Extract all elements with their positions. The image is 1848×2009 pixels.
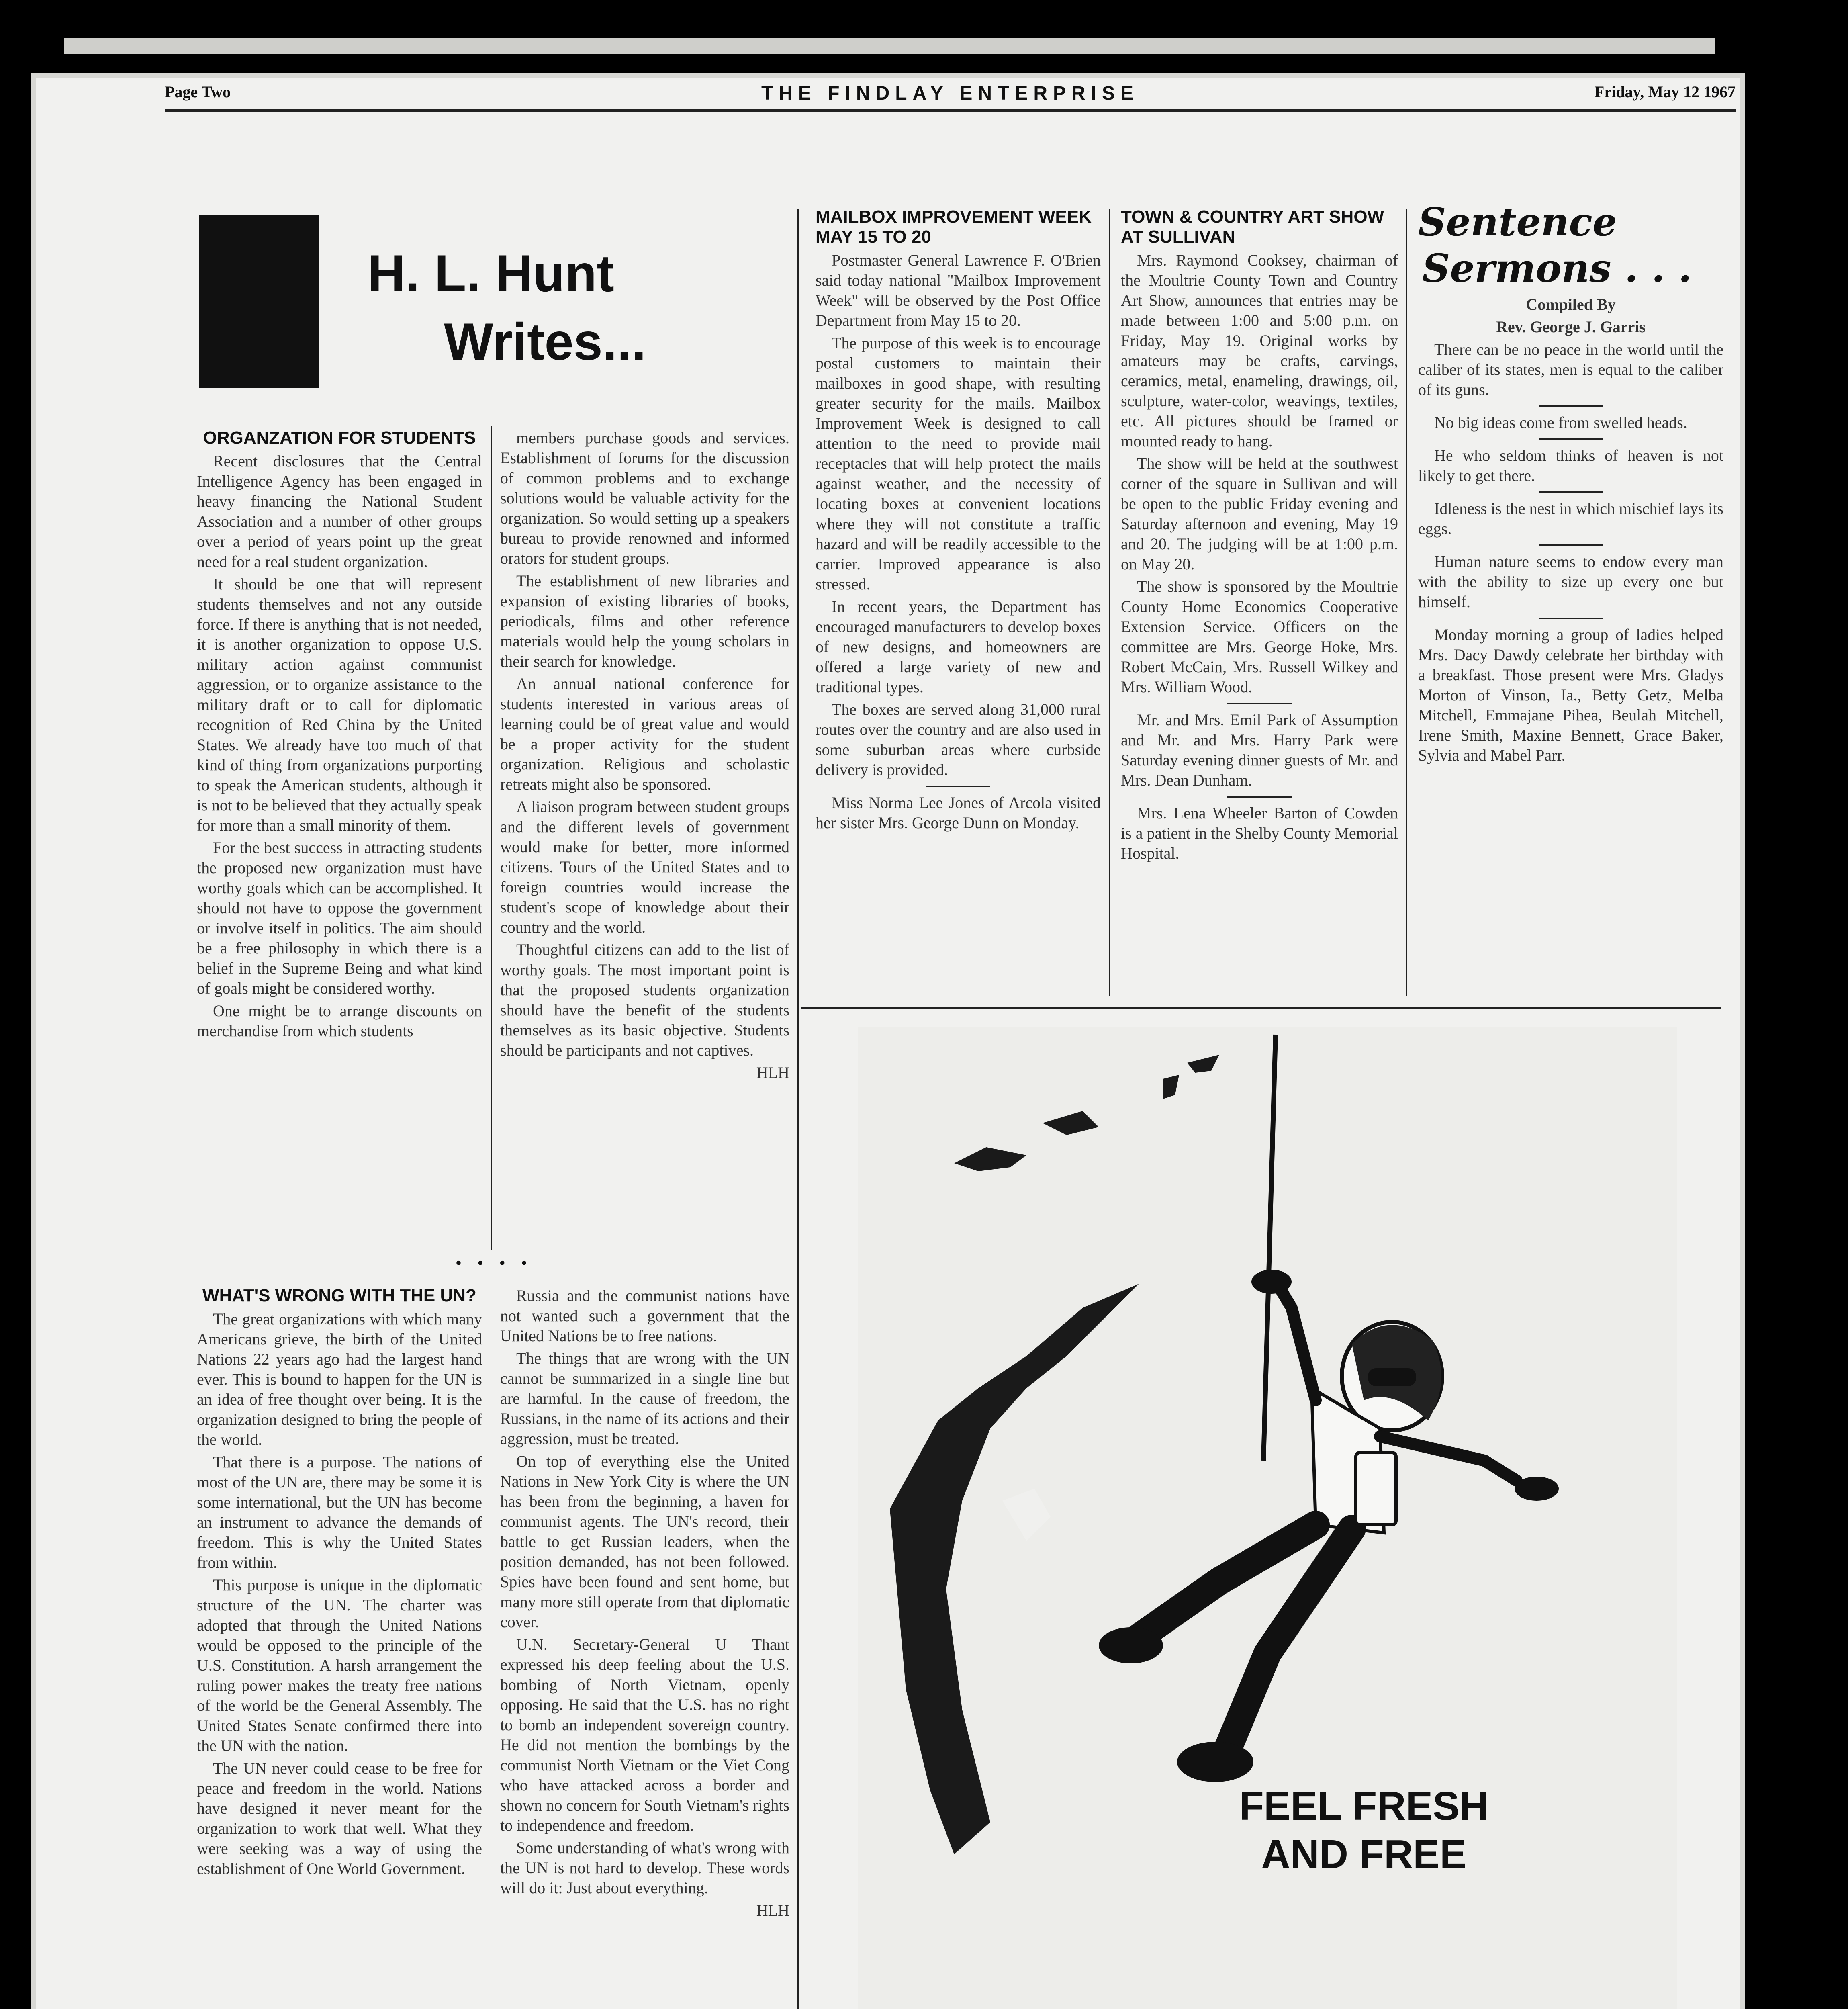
rock-fragment — [1163, 1075, 1179, 1099]
climber-pack — [1356, 1453, 1396, 1525]
hunt-title-block — [199, 215, 319, 388]
hunt-article1-headline: ORGANZATION FOR STUDENTS — [203, 428, 476, 448]
sermon-separator — [1539, 405, 1603, 407]
hunt-article1-signature: HLH — [756, 1064, 789, 1082]
rock-fragment — [1043, 1111, 1099, 1135]
sermon-separator — [1539, 618, 1603, 619]
climber-boot — [1099, 1627, 1163, 1663]
column-rule-2 — [797, 209, 799, 2009]
hunt-article1-para: The establishment of new libraries and expansion of existing libraries of books, periodicals, films and other reference materials would help the young scholars in their search for knowledge. — [500, 572, 789, 670]
hunt-article2-headline: WHAT'S WRONG WITH THE UN? — [202, 1286, 476, 1305]
hunt-article2-col2 — [500, 1286, 789, 1923]
paper-name: THE FINDLAY ENTERPRISE — [761, 83, 1139, 104]
art-show-para: Mrs. Raymond Cooksey, chairman of the Moultrie County Town and Country Art Show, announces that entries may be made between 1:00 and 5:00 p.m. on Friday, May 19. Original works by amateurs may be crafts, carvings, ceramics, metal, enameling, drawings, oil, sculpture, water-color, weavings, textiles, etc. All pictures should be framed or mounted ready to hang. — [1121, 251, 1398, 450]
column-rule-3 — [1109, 209, 1110, 996]
hunt-article2-col1 — [197, 1286, 482, 1881]
hunt-article1-para: One might be to arrange discounts on merchandise from which students — [197, 1002, 482, 1040]
hunt-article1-col1 — [197, 428, 482, 1043]
hunt-article2-signature: HLH — [756, 1901, 789, 1919]
mailbox-para: The purpose of this week is to encourage postal customers to maintain their mailboxes in good shape, with resulting greater security for the mails. Mailbox Improvement Week is designed to call attention to the need to provide mail receptacles that will help protect the mails against weather, and the necessity of locating boxes at convenient locations where they will not constitute a traffic hazard and will be readily accessible to the carrier. Improved appearance is also stressed. — [816, 334, 1101, 593]
climber-illustration — [858, 1027, 1677, 2009]
sermon-separator — [1539, 544, 1603, 546]
art-show-headline: TOWN & COUNTRY ART SHOW AT SULLIVAN — [1121, 207, 1384, 247]
hunt-title-box — [199, 215, 715, 392]
ad-top-rule — [801, 1007, 1721, 1009]
art-show-note: Mr. and Mrs. Emil Park of Assumption and Mr. and Mrs. Harry Park were Saturday evening dinner guests of Mr. and Mrs. Dean Dunham. — [1121, 711, 1398, 789]
climber-boot — [1177, 1742, 1253, 1782]
hunt-article1-para: It should be one that will represent students themselves and not any outside force. If there is anything that is not needed, it is another organization to oppose U.S. military action against communist aggression, or to organize assistance to the military draft or to call for diplomatic recognition of Red China by the United States. We already have too much of that kind of thing from organizations purporting to speak the American students, although it is not to be believed that they actually speak for more than a small minority of them. — [197, 575, 482, 834]
column-rule-4 — [1406, 209, 1407, 996]
hunt-article1-para: For the best success in attracting students the proposed new organization must have worthy goals which can be accomplished. It should not have to oppose the government or involve itself in politics. The aim should be a free philosophy in which there is a belief in the Supreme Being and what kind of goals might be considered worthy. — [197, 839, 482, 997]
mailbox-article — [816, 207, 1101, 835]
hunt-article1-para: Recent disclosures that the Central Intelligence Agency has been engaged in heavy financing the National Student Association and a number of other groups over a period of years point up the great need for a real student organization. — [197, 452, 482, 571]
column-rule-1 — [491, 426, 492, 1250]
header-rule — [165, 109, 1736, 112]
ad-tagline-line2: AND FREE — [1261, 1832, 1467, 1877]
art-show-separator — [1227, 796, 1292, 798]
sermon-item: No big ideas come from swelled heads. — [1434, 413, 1687, 432]
sermon-item: He who seldom thinks of heaven is not likely to get there. — [1418, 446, 1723, 485]
hunt-article1-para: An annual national conference for students interested in various areas of learning could be of great value and would be a proper activity for the student organization. Religious and scholastic retreats might also be sponsored. — [500, 675, 789, 793]
sermons-column — [1418, 199, 1723, 768]
hunt-divider: • • • • — [455, 1253, 533, 1273]
hunt-title-line1: H. L. Hunt — [368, 244, 614, 303]
rope-line — [1263, 1035, 1276, 1461]
mailbox-para: In recent years, the Department has encouraged manufacturers to develop boxes of new designs, and homeowners are offered a large variety of new and traditional types. — [816, 597, 1101, 696]
climber-arm — [1380, 1436, 1517, 1481]
hunt-article1-col2 — [500, 428, 789, 1085]
art-show-separator — [1227, 703, 1292, 704]
sermon-item: Idleness is the nest in which mischief lays its eggs. — [1418, 499, 1723, 538]
hunt-article2-para: That there is a purpose. The nations of most of the UN are, there may be some it is some international, but the UN has become an instrument to advance the demands of freedom. This is why the United States from within. — [197, 1453, 482, 1571]
ad-tagline-line1: FEEL FRESH — [1239, 1784, 1489, 1829]
climber-glove — [1515, 1477, 1559, 1501]
hunt-article2-para: The great organizations with which many Americans grieve, the birth of the United Nations 22 years ago had the largest hand ever. This is bound to happen for the UN is an idea of free thought over being. It is the organization designed to bring the people of the world. — [197, 1310, 482, 1448]
sermon-separator — [1539, 438, 1603, 440]
art-show-para: The show will be held at the southwest corner of the square in Sullivan and will be open to the public Friday evening and Saturday afternoon and evening, May 19 and 20. The judging will be at 1:00 p.m. on May 20. — [1121, 454, 1398, 573]
issue-date: Friday, May 12 1967 — [1594, 83, 1736, 101]
hunt-article2-para: The things that are wrong with the UN cannot be summarized in a single line but are harmful. In the cause of freedom, the Russians, in the name of its actions and their aggression, must be treated. — [500, 1349, 789, 1448]
sermons-social-note: Monday morning a group of ladies helped Mrs. Dacy Dawdy celebrate her birthday with a breakfast. Those present were Mrs. Gladys Morton of Vinson, Ia., Betty Getz, Melba Mitchell, Emmajane Pihea, Beulah Mitchell, Irene Smith, Maxine Bennett, Grace Baker, Sylvia and Mabel Parr. — [1418, 626, 1723, 764]
mailbox-headline: MAILBOX IMPROVEMENT WEEK MAY 15 TO 20 — [816, 207, 1092, 247]
art-show-article — [1121, 207, 1398, 866]
hunt-article1-para: A liaison program between student groups and the different levels of government would make for better, more informed citizens. Tours of the United States and to foreign countries would increase the student's scope of knowledge about their country and the world. — [500, 798, 789, 936]
hunt-article2-para: This purpose is unique in the diplomatic structure of the UN. The charter was adopted that through the United Nations would be opposed to the principle of the U.S. Constitution. A harsh arrangement the ruling power makes the treaty free nations of the world be the General Assembly. The United States Senate confirmed there into the UN with the nation. — [197, 1576, 482, 1755]
hunt-article1-para: Thoughtful citizens can add to the list of worthy goals. The most important point is that the proposed students organization should have the benefit of the students themselves as its basic objective. Students should be participants and not captives. — [500, 941, 789, 1059]
mailbox-para: Postmaster General Lawrence F. O'Brien said today national "Mailbox Improvement Week" will be observed by the Post Office Department from May 15 to 20. — [816, 251, 1101, 329]
sermons-title-line2: Sermons . . . — [1422, 245, 1692, 291]
rock-fragment — [954, 1147, 1026, 1171]
hunt-title — [331, 239, 713, 376]
climber-arm — [1280, 1288, 1316, 1400]
mailbox-separator — [926, 786, 990, 787]
mailbox-note: Miss Norma Lee Jones of Arcola visited her sister Mrs. George Dunn on Monday. — [816, 794, 1101, 832]
sermons-author: Rev. George J. Garris — [1496, 318, 1646, 336]
cliff-highlight — [1002, 1489, 1051, 1541]
ad-tagline — [1163, 1782, 1565, 1878]
art-show-note: Mrs. Lena Wheeler Barton of Cowden is a patient in the Shelby County Memorial Hospital. — [1121, 804, 1398, 862]
sermons-title — [1418, 199, 1723, 291]
sermon-item: Human nature seems to endow every man with the ability to size up every one but himself. — [1418, 552, 1723, 611]
mailbox-para: The boxes are served along 31,000 rural routes over the country and are also used in some suburban areas where curbside delivery is provided. — [816, 700, 1101, 779]
sermons-title-line1: Sentence — [1418, 199, 1617, 245]
page-label: Page Two — [165, 83, 231, 101]
page-header — [165, 82, 1736, 106]
climber-sunglasses — [1368, 1368, 1416, 1386]
sermon-separator — [1539, 491, 1603, 493]
climber-glove — [1251, 1270, 1292, 1294]
rock-fragment — [1187, 1055, 1219, 1073]
art-show-para: The show is sponsored by the Moultrie County Home Economics Cooperative Extension Service. Officers on the committee are Mrs. George Hoke, Mrs. Robert McCain, Mrs. Russell Wilkey and Mrs. William Wood. — [1121, 577, 1398, 696]
hunt-article2-para: Some understanding of what's wrong with the UN is not hard to develop. These words will do it: Just about everything. — [500, 1839, 789, 1897]
cliff-shape — [890, 1284, 1139, 1854]
hunt-title-line2: Writes... — [444, 312, 646, 371]
sermons-compiled-by: Compiled By — [1526, 295, 1616, 313]
hunt-article2-para: On top of everything else the United Nations in New York City is where the UN has been from the beginning, a haven for communist agents. The UN's record, their battle to get Russian leaders, when the position demanded, has not been followed. Spies have been found and sent home, but many more still operate from that diplomatic cover. — [500, 1452, 789, 1631]
hunt-article2-para: Russia and the communist nations have not wanted such a government that the United Nations be to free nations. — [500, 1287, 789, 1345]
sermon-item: There can be no peace in the world until the caliber of its states, men is equal to the caliber of its guns. — [1418, 340, 1723, 399]
page-stack-edge — [64, 38, 1715, 54]
hunt-article2-para: U.N. Secretary-General U Thant expressed his deep feeling about the U.S. bombing of North Vietnam, openly opposing. He said that the U.S. has no right to bomb an independent sovereign country. He did not mention the bombings by the communist North Vietnam or the Viet Cong who have attacked across a border and shown no concern for South Vietnam's rights to independence and freedom. — [500, 1635, 789, 1834]
hunt-article2-para: The UN never could cease to be free for peace and freedom in the world. Nations have designed it never meant for the organization to work that well. What they were seeking was a way of using the establishment of One World Government. — [197, 1759, 482, 1878]
hunt-article1-para: members purchase goods and services. Establishment of forums for the discussion of common problems and to exchange solutions would be valuable activity for the organization. So would setting up a speakers bureau to provide renowned and informed orators for student groups. — [500, 429, 789, 567]
